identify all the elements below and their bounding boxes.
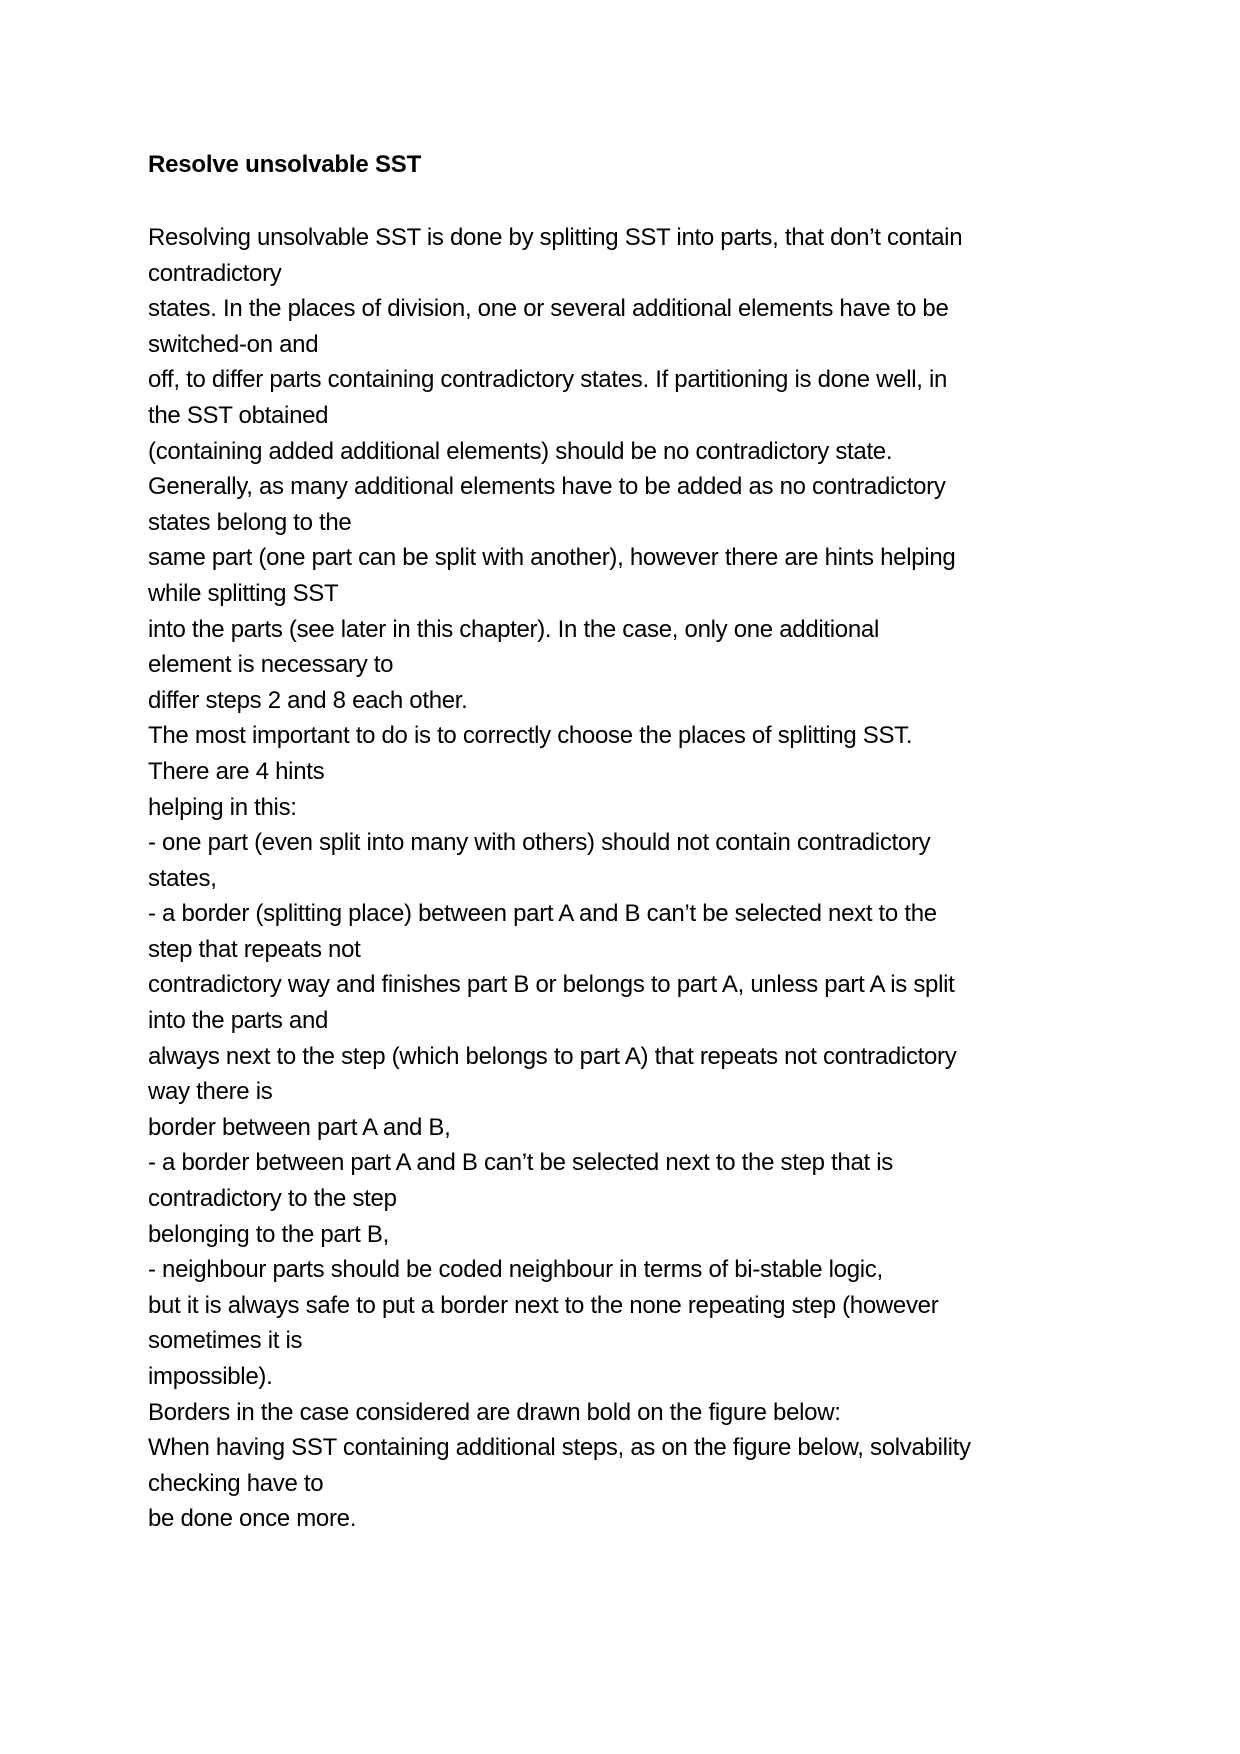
text-line: contradictory to the step — [148, 1185, 397, 1213]
text-line: impossible). — [148, 1363, 273, 1390]
text-line: helping in this: — [148, 793, 297, 821]
text-line: differ steps 2 and 8 each other. — [148, 686, 468, 714]
text-line: There are 4 hints — [148, 757, 325, 785]
text-line: - a border between part A and B can’t be selected next to the step that is — [148, 1149, 893, 1177]
text-line: sometimes it is — [148, 1327, 303, 1355]
text-line: contradictory way and finishes part B or belongs to part A, unless part A is split — [148, 971, 955, 999]
text-line: Borders in the case considered are drawn bold on the figure below: — [148, 1398, 841, 1426]
text-line: element is necessary to — [148, 651, 394, 679]
text-line: - one part (even split into many with others) should not contain contradictory — [148, 829, 931, 857]
text-line: same part (one part can be split with another), however there are hints helping — [148, 544, 956, 572]
text-line: off, to differ parts containing contradictory states. If partitioning is done well, in — [148, 366, 948, 394]
text-line: always next to the step (which belongs to part A) that repeats not contradictory — [148, 1042, 957, 1070]
text-line: contradictory — [148, 259, 282, 287]
text-line: states, — [148, 864, 217, 892]
text-line: while splitting SST — [148, 579, 339, 607]
text-line: (containing added additional elements) should be no contradictory state. — [148, 437, 893, 465]
text-line: When having SST containing additional steps, as on the figure below, solvability — [148, 1434, 971, 1462]
text-line: checking have to — [148, 1469, 324, 1497]
text-line: step that repeats not — [148, 935, 361, 963]
text-line: be done once more. — [148, 1505, 357, 1533]
text-line: belonging to the part B, — [148, 1220, 389, 1248]
text-line: - neighbour parts should be coded neighbour in terms of bi-stable logic, — [148, 1256, 883, 1284]
text-line: the SST obtained — [148, 401, 329, 429]
text-line: states belong to the — [148, 508, 352, 536]
text-line: The most important to do is to correctly choose the places of splitting SST. — [148, 722, 913, 750]
text-block — [148, 220, 1108, 1537]
text-line: switched-on and — [148, 330, 319, 358]
page-title: Resolve unsolvable SST — [148, 151, 422, 178]
text-line: Generally, as many additional elements have to be added as no contradictory — [148, 473, 946, 501]
text-line: but it is always safe to put a border next to the none repeating step (however — [148, 1291, 939, 1319]
text-line: into the parts and — [148, 1007, 329, 1035]
text-line: into the parts (see later in this chapter). In the case, only one additional — [148, 615, 879, 643]
text-line: border between part A and B, — [148, 1113, 451, 1141]
text-line: states. In the places of division, one or several additional elements have to be — [148, 295, 949, 323]
text-line: way there is — [148, 1078, 273, 1106]
text-line: Resolving unsolvable SST is done by splitting SST into parts, that don’t contain — [148, 224, 963, 251]
document-body — [148, 148, 1108, 1537]
text-line: - a border (splitting place) between part A and B can’t be selected next to the — [148, 900, 937, 928]
